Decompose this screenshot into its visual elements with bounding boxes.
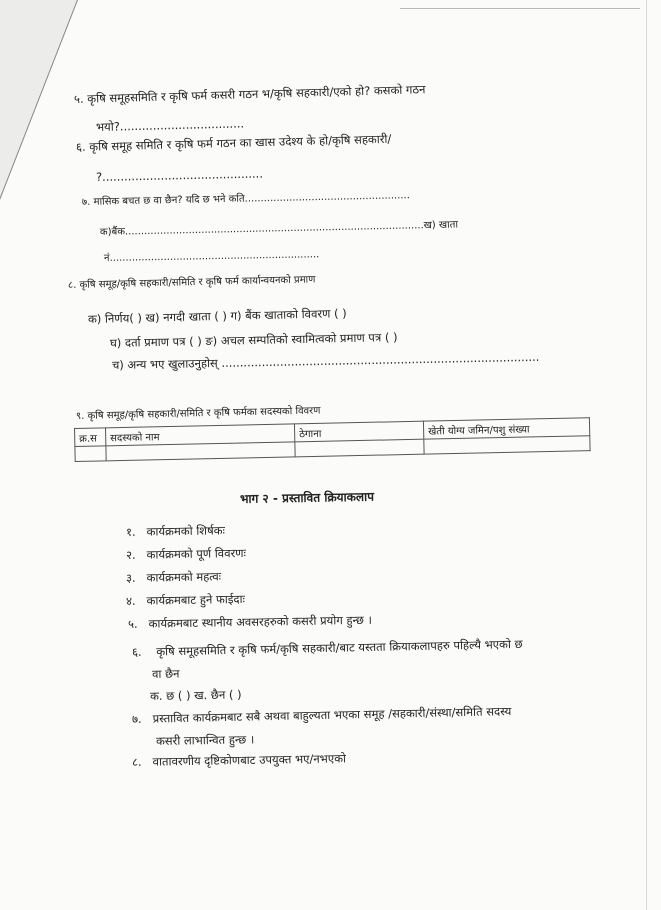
question-number: ५. [73, 91, 84, 106]
bank-account-line: क)बैंक..............................................................................................ख) खाता [99, 219, 459, 238]
account-number-line: नं.................................................................. [103, 249, 320, 264]
item-number: ६. [131, 644, 142, 659]
evidence-row-1: क) निर्णय( ) ख) नगदी खाता ( ) ग) बैंक खाताको विवरण ( ) [87, 306, 347, 326]
part2-item-3 [126, 569, 221, 585]
item-text: कार्यक्रमको महत्वः [146, 569, 222, 585]
item-text: कार्यक्रमको पूर्ण विवरणः [146, 545, 246, 562]
question-number: ८. [67, 279, 77, 291]
item-text: कार्यक्रमको शिर्षकः [146, 523, 225, 539]
part2-item-8 [132, 751, 346, 769]
part2-item-1 [126, 523, 225, 539]
item-number: १. [125, 524, 136, 539]
yes-no-options: क. छ ( ) ख. छैन ( ) [149, 687, 242, 703]
column-header-address: ठेगाना [294, 421, 423, 442]
question-number: ९. [75, 410, 85, 422]
item-text: कार्यक्रमबाट स्थानीय अवसरहरुको कसरी प्रयोग हुन्छ । [148, 612, 372, 631]
part-2-heading: भाग २ - प्रस्तावित क्रियाकलाप [239, 489, 375, 506]
question-6 [76, 132, 392, 154]
item-number: २. [125, 547, 136, 562]
item-number: ७. [131, 711, 142, 726]
question-9 [76, 404, 321, 424]
item-text: वातावरणीय दृष्टिकोणबाट उपयुक्त भए/नभएको [152, 751, 347, 769]
question-8 [68, 273, 316, 293]
item-text: कार्यक्रमबाट हुने फाईदाः [146, 591, 245, 608]
item-text: प्रस्तावित कार्यक्रमबाट सबै अथवा बाहुल्यता भएका समूह /सहकारी/संस्था/समिति सदस्य [152, 704, 512, 726]
column-header-land-livestock: खेती योग्य जमिन/पशु संख्या [423, 418, 589, 439]
part2-item-4 [126, 592, 245, 608]
evidence-row-2: घ) दर्ता प्रमाण पत्र ( ) ङ) अचल सम्पतिको स्वामित्वको प्रमाण पत्र ( ) [109, 329, 398, 350]
question-number: ७. [81, 196, 91, 208]
question-7 [82, 189, 410, 210]
column-header-member-name: सदस्यको नाम [106, 424, 295, 446]
column-header-serial: क्र.स [75, 428, 106, 447]
item-number: ३. [125, 570, 136, 585]
part2-item-5 [128, 613, 372, 631]
question-number: ६. [75, 139, 86, 154]
member-details-table [74, 417, 591, 462]
part2-item-6-continued: वा छैन [151, 666, 180, 681]
item-number: ५. [127, 616, 138, 631]
part2-item-2 [126, 546, 246, 562]
question-5 [74, 82, 426, 106]
part2-item-6 [132, 637, 523, 659]
item-text: कृषि समूहसमिति र कृषि फर्म/कृषि सहकारी/बाट यस्तता क्रियाकलापहरु पहिल्यै भएको छ [156, 636, 523, 659]
question-text: कृषि समूह/कृषि सहकारी/समिति र कृषि फर्मका सदस्यको विवरण [87, 405, 321, 422]
evidence-row-3: च) अन्य भए खुलाउनुहोस् ....................................................................................... [111, 349, 540, 372]
question-text: कृषि समूहसमिति र कृषि फर्म कसरी गठन भ/कृषि सहकारी/एको हो? कसको गठन [87, 82, 426, 106]
question-text: कृषि समूह/कृषि सहकारी/समिति र कृषि फर्म कार्यान्वयनको प्रमाण [79, 274, 316, 291]
part2-item-7 [132, 704, 512, 726]
part2-item-7-continued: कसरी लाभान्वित हुन्छ । [155, 732, 255, 748]
question-6-continued: ?............................................ [95, 166, 264, 184]
item-number: ४. [125, 593, 136, 608]
question-text: कृषि समूह समिति र कृषि फर्म गठन का खास उदेश्य के हो/कृषि सहकारी/ [89, 131, 392, 154]
item-number: ८. [131, 754, 142, 769]
question-5-continued: भयो?.................................. [95, 116, 245, 134]
question-text: मासिक बचत छ वा छैन? यदि छ भने कति.................................................... [93, 190, 410, 208]
